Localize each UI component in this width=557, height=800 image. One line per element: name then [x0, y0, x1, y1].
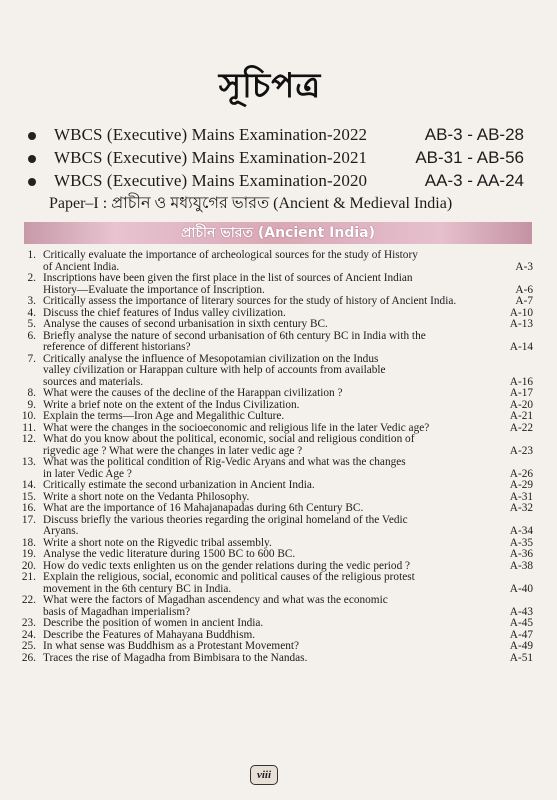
toc-entry-question: What were the changes in the socioeconomic and religious life in the later Vedic age? — [43, 421, 430, 434]
toc-entry-number: 9. — [27, 398, 36, 411]
toc-entry-page: A-23 — [509, 444, 533, 457]
exam-row — [28, 147, 528, 170]
toc-entry-question: Analyse the vedic literature during 1500 BC to 600 BC. — [43, 548, 296, 560]
toc-entry — [18, 411, 533, 423]
toc-entry-number: 4. — [27, 306, 36, 319]
toc-entry-page: A-16 — [509, 375, 533, 388]
contents-logo — [170, 62, 370, 110]
toc-entry — [18, 273, 533, 296]
toc-entry-question: Discuss briefly the various theories regarding the original homeland of the Vedic Aryans. — [43, 513, 408, 537]
toc-entry-question: Critically evaluate the importance of archeological sources for the study of History of Ancient India. — [43, 249, 418, 273]
toc-entry-page: A-43 — [509, 605, 533, 618]
toc-entry-number: 1. — [27, 249, 36, 261]
toc-entry — [18, 480, 533, 492]
toc-entry-page: A-31 — [509, 490, 533, 503]
toc-entry — [18, 457, 533, 480]
toc-entry-number: 16. — [21, 502, 36, 514]
toc-entry — [18, 354, 533, 389]
toc-entry — [18, 595, 533, 618]
toc-entry-number: 25. — [21, 640, 36, 652]
toc-entry-number: 10. — [21, 410, 36, 422]
exam-title: WBCS (Executive) Mains Examination-2021 — [54, 148, 368, 167]
toc-entry — [18, 296, 533, 308]
toc-entry-question: Critically analyse the influence of Mesopotamian civilization on the Indus valley civilization or Harappan culture with help of accounts from available sources and materials. — [43, 352, 386, 388]
toc-entry-question: Critically assess the importance of literary sources for the study of history of Ancient India. — [43, 295, 457, 307]
toc-entry-page: A-20 — [509, 398, 533, 411]
toc-entry-page: A-10 — [509, 306, 533, 319]
toc-entry-question: Critically estimate the second urbanization in Ancient India. — [43, 479, 315, 491]
toc-entry-number: 2. — [27, 272, 36, 284]
toc-entry-question: Explain the religious, social, economic and political causes of the religious protest movement in the 6th century BC in India. — [43, 571, 415, 595]
toc-entry-question: Traces the rise of Magadha from Bimbisara to the Nandas. — [43, 651, 308, 664]
page-number-badge: viii — [250, 765, 278, 785]
section-banner-text: প্রাচীন ভারত (Ancient India) — [180, 225, 376, 241]
toc-entry — [18, 319, 533, 331]
toc-entry-number: 3. — [27, 295, 36, 307]
toc-entry-question: Describe the Features of Mahayana Buddhism. — [43, 628, 256, 641]
toc-entry-number: 15. — [21, 490, 36, 503]
bullet-icon — [28, 178, 36, 186]
toc-entry — [18, 515, 533, 538]
toc-entry — [18, 434, 533, 457]
toc-entry-question: In what sense was Buddhism as a Protestant Movement? — [43, 640, 300, 652]
toc-entry-number: 7. — [27, 352, 36, 365]
toc-entry-page: A-26 — [509, 467, 533, 480]
toc-entry-question: How do vedic texts enlighten us on the gender relations during the vedic period ? — [43, 559, 411, 572]
toc-entry-page: A-29 — [509, 479, 533, 491]
toc-entry-page: A-49 — [509, 640, 533, 652]
toc-entry-question: What are the importance of 16 Mahajanapadas during 6th Century BC. — [43, 502, 364, 514]
toc-entry-question: Write a brief note on the extent of the Indus Civilization. — [43, 398, 300, 411]
toc-entry-page: A-3 — [515, 260, 533, 273]
toc-entry-number: 14. — [21, 479, 36, 491]
exam-list — [28, 124, 528, 193]
toc-entry-number: 6. — [27, 329, 36, 342]
toc-entry-number: 21. — [21, 571, 36, 583]
toc-entry-number: 12. — [21, 433, 36, 445]
toc-entry-question: Describe the position of women in ancient India. — [43, 617, 264, 629]
toc-entry — [18, 250, 533, 273]
exam-row — [28, 170, 528, 193]
toc-entry-question: What was the political condition of Rig-Vedic Aryans and what was the changes in later Vedic Age ? — [43, 456, 406, 480]
toc-entry-page: A-14 — [509, 341, 533, 353]
toc-entry-page: A-47 — [509, 628, 533, 641]
bullet-icon — [28, 132, 36, 140]
toc-entry-question: Explain the terms—Iron Age and Megalithic Culture. — [43, 410, 285, 422]
toc-entry-page: A-21 — [509, 410, 533, 422]
toc-entry-page: A-40 — [509, 582, 533, 595]
toc-entry-page: A-6 — [515, 283, 533, 296]
toc-entry-number: 24. — [21, 628, 36, 641]
question-list — [18, 250, 533, 664]
toc-entry-question: Discuss the chief features of Indus valley civilization. — [43, 306, 286, 319]
toc-entry-question: Inscriptions have been given the first place in the list of sources of Ancient Indian History—Evaluate the importance of Inscription. — [43, 272, 413, 296]
exam-title: WBCS (Executive) Mains Examination-2022 — [54, 125, 368, 144]
section-banner — [24, 222, 532, 244]
exam-page-range: AB-3 - AB-28 — [424, 125, 524, 144]
toc-entry-question: What were the causes of the decline of the Harappan civilization ? — [43, 387, 343, 399]
paper-title: Paper–I : প্রাচীন ও মধ্যযুগের ভারত (Ancient & Medieval India) — [49, 195, 453, 212]
toc-entry-number: 8. — [27, 387, 36, 399]
toc-entry-number: 20. — [21, 559, 36, 572]
toc-entry-number: 22. — [21, 594, 36, 606]
toc-entry-number: 19. — [21, 548, 36, 560]
toc-entry-number: 5. — [27, 318, 36, 330]
bullet-icon — [28, 155, 36, 163]
toc-entry — [18, 641, 533, 653]
toc-entry-number: 11. — [22, 421, 36, 434]
toc-entry — [18, 388, 533, 400]
toc-entry — [18, 572, 533, 595]
toc-entry-question: Briefly analyse the nature of second urbanisation of 6th century BC in India with the reference of different historians? — [43, 329, 426, 353]
toc-entry-number: 23. — [21, 617, 36, 629]
toc-entry-page: A-35 — [509, 536, 533, 549]
toc-entry-page: A-38 — [509, 559, 533, 572]
toc-entry-question: What were the factors of Magadhan ascendency and what was the economic basis of Magadhan imperialism? — [43, 594, 388, 618]
toc-entry-page: A-22 — [509, 421, 533, 434]
toc-entry — [18, 653, 533, 665]
toc-entry-page: A-17 — [509, 387, 533, 399]
exam-row — [28, 124, 528, 147]
toc-entry-number: 17. — [21, 513, 36, 526]
toc-entry-page: A-36 — [509, 548, 533, 560]
toc-entry-question: Write a short note on the Rigvedic tribal assembly. — [43, 536, 272, 549]
logo-text: সূচিপত্র — [218, 66, 322, 106]
toc-entry — [18, 549, 533, 561]
toc-entry-page: A-7 — [515, 295, 533, 307]
exam-page-range: AA-3 - AA-24 — [424, 171, 524, 190]
toc-entry — [18, 331, 533, 354]
exam-title: WBCS (Executive) Mains Examination-2020 — [54, 171, 368, 190]
toc-entry-page: A-34 — [509, 525, 533, 537]
toc-entry-page: A-51 — [509, 651, 533, 664]
toc-entry — [18, 503, 533, 515]
toc-entry-page: A-32 — [509, 502, 533, 514]
toc-entry-page: A-13 — [509, 318, 533, 330]
exam-page-range: AB-31 - AB-56 — [415, 148, 524, 167]
toc-entry-question: What do you know about the political, economic, social and religious condition of rigvedic age ? What were the changes in later vedic age ? — [43, 433, 415, 457]
toc-entry-number: 26. — [21, 651, 36, 664]
toc-entry-number: 18. — [21, 536, 36, 549]
toc-entry-page: A-45 — [509, 617, 533, 629]
toc-entry-question: Write a short note on the Vedanta Philosophy. — [43, 490, 250, 503]
toc-entry-number: 13. — [21, 456, 36, 468]
toc-entry-question: Analyse the causes of second urbanisation in sixth century BC. — [43, 318, 328, 330]
toc-entry — [18, 618, 533, 630]
